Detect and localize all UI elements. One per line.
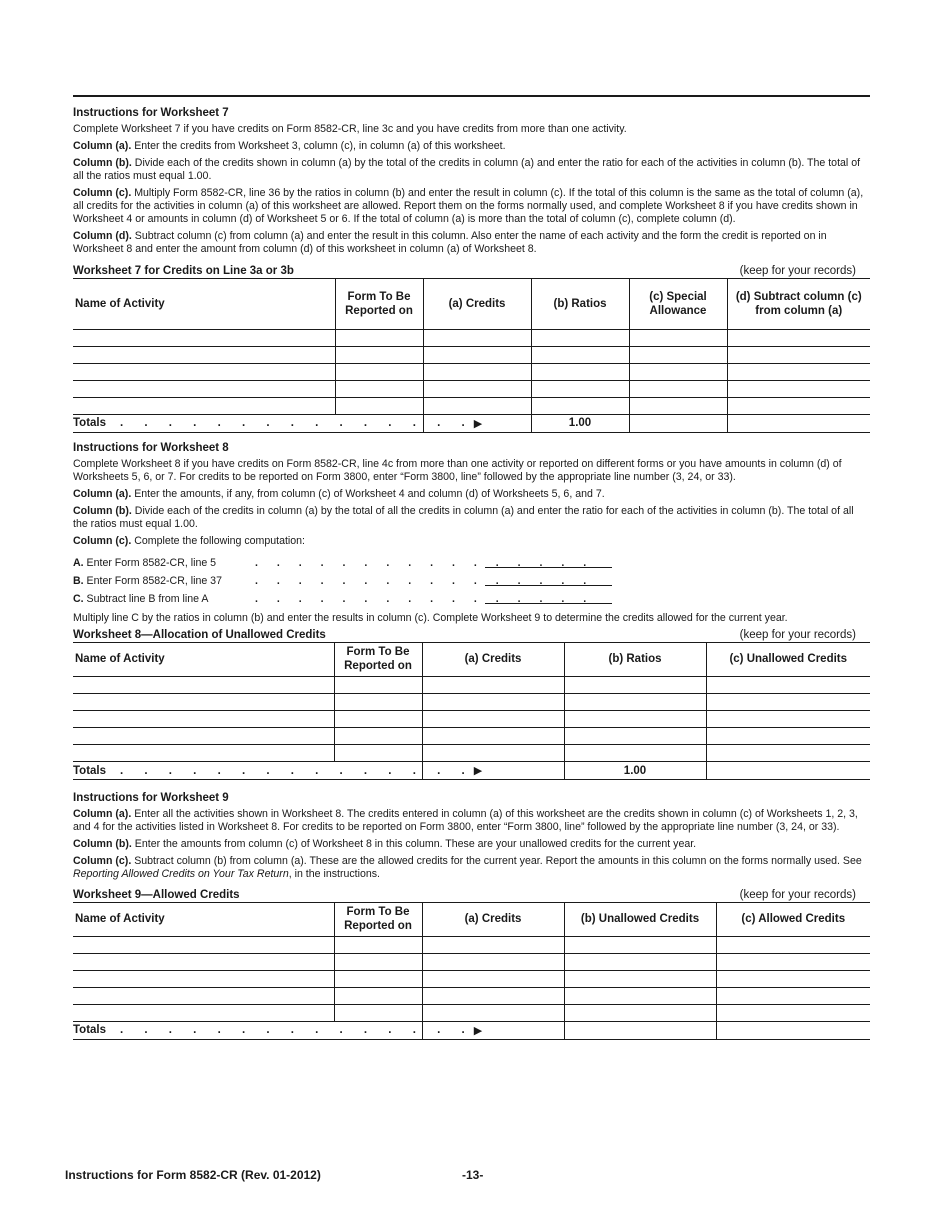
entry-cell[interactable]	[564, 970, 716, 987]
ws8-title-row	[73, 629, 870, 643]
entry-cell[interactable]	[564, 987, 716, 1004]
ws8-totals-dots: . . . . . . . . . . . . . . .	[120, 764, 474, 777]
entry-cell[interactable]	[422, 728, 564, 745]
ws7-header-ratios: (b) Ratios	[531, 279, 629, 329]
ws8-total-ratios: 1.00	[564, 762, 706, 780]
ws9-totals-dots: . . . . . . . . . . . . . . .	[120, 1024, 474, 1036]
entry-cell[interactable]	[334, 694, 422, 711]
ws9-total-allowed[interactable]	[716, 1021, 870, 1039]
entry-cell[interactable]	[423, 346, 531, 363]
entry-cell[interactable]	[727, 346, 870, 363]
ws7-totals-dots: . . . . . . . . . . . . . . .	[120, 417, 474, 429]
page-footer	[65, 1168, 870, 1182]
arrow-icon: ▶	[473, 417, 483, 430]
ws7-header-form: Form To Be Reported on	[335, 279, 423, 329]
table-row	[73, 677, 870, 694]
arrow-icon: ▶	[473, 1024, 483, 1037]
entry-cell[interactable]	[334, 936, 422, 953]
page-number: -13-	[462, 1168, 484, 1182]
entry-cell[interactable]	[422, 936, 564, 953]
ws7-totals-label-cell	[73, 414, 483, 432]
ws7-header-subtract: (d) Subtract column (c) from column (a)	[727, 279, 870, 329]
ws8-header-credits: (a) Credits	[422, 643, 564, 677]
entry-cell[interactable]	[422, 711, 564, 728]
entry-cell[interactable]	[727, 329, 870, 346]
entry-cell[interactable]	[73, 728, 334, 745]
entry-cell[interactable]	[335, 329, 423, 346]
entry-cell[interactable]	[422, 694, 564, 711]
footer-form-title: Instructions for Form 8582-CR (Rev. 01-2012)	[65, 1168, 321, 1182]
entry-cell[interactable]	[716, 970, 870, 987]
entry-cell[interactable]	[564, 1004, 716, 1021]
entry-cell[interactable]	[73, 1004, 334, 1021]
entry-cell[interactable]	[564, 677, 706, 694]
entry-cell[interactable]	[422, 745, 564, 762]
ws7-keep-note: (keep for your records)	[739, 265, 856, 277]
entry-cell[interactable]	[73, 694, 334, 711]
ws7-header-name: Name of Activity	[73, 279, 335, 329]
entry-cell[interactable]	[727, 397, 870, 414]
table-row	[73, 728, 870, 745]
ws9-header-unallowed: (b) Unallowed Credits	[564, 903, 716, 936]
table-row	[73, 987, 870, 1004]
ws7-totals-row	[73, 414, 870, 432]
entry-cell[interactable]	[629, 380, 727, 397]
entry-cell[interactable]	[716, 936, 870, 953]
entry-cell[interactable]	[564, 745, 706, 762]
ws7-col-b: Column (b). Divide each of the credits shown in column (a) by the total of the credits in column (a) and enter the ratio for each of the activities in column (b). The total of all the ratios must equal 1.00.	[73, 157, 861, 182]
entry-cell[interactable]	[422, 987, 564, 1004]
entry-cell[interactable]	[73, 970, 334, 987]
ws9-totals-label-cell	[73, 1021, 483, 1039]
table-row	[73, 745, 870, 762]
ws7-col-d: Column (d). Subtract column (c) from column (a) and enter the result in this column. Also enter the name of each activity and the form the credit is reported on in Worksheet 8 and enter the amount from column (d) of this worksheet in column (a) of Worksheet 8.	[73, 230, 827, 255]
entry-cell[interactable]	[706, 694, 870, 711]
ws7-intro: Complete Worksheet 7 if you have credits on Form 8582-CR, line 3c and you have credits from more than one activity.	[73, 123, 627, 135]
table-row	[73, 694, 870, 711]
ws8-header-name: Name of Activity	[73, 643, 334, 677]
ws7-title: Worksheet 7 for Credits on Line 3a or 3b	[73, 265, 294, 277]
entry-cell[interactable]	[423, 363, 531, 380]
computation-line-b: B. Enter Form 8582-CR, line 37 . . . . . . . . . . . . . . . .	[73, 572, 870, 590]
entry-cell[interactable]	[73, 397, 335, 414]
ws7-total-ratios: 1.00	[531, 414, 629, 432]
ws8-col-c: Column (c). Complete the following computation:	[73, 534, 305, 547]
ws8-title: Worksheet 8—Allocation of Unallowed Credits	[73, 628, 326, 641]
entry-cell[interactable]	[334, 677, 422, 694]
entry-cell[interactable]	[73, 329, 335, 346]
ws8-col-a: Column (a). Enter the amounts, if any, from column (c) of Worksheet 4 and column (d) of Worksheets 5, 6, and 7.	[73, 487, 605, 500]
entry-cell[interactable]	[334, 987, 422, 1004]
entry-cell[interactable]	[335, 397, 423, 414]
ws9-header-allowed: (c) Allowed Credits	[716, 903, 870, 936]
entry-cell[interactable]	[335, 380, 423, 397]
ws7-instructions-heading: Instructions for Worksheet 7	[73, 107, 229, 119]
ws8-col-b: Column (b). Divide each of the credits in column (a) by the total of all the credits in column (a) and enter the ratio for each of the activities in column (b). The total of all the ratios must equal 1.00.	[73, 504, 854, 530]
entry-cell[interactable]	[73, 953, 334, 970]
entry-cell[interactable]	[73, 745, 334, 762]
entry-cell[interactable]	[727, 363, 870, 380]
line-b-entry[interactable]	[485, 575, 612, 586]
entry-cell[interactable]	[334, 953, 422, 970]
entry-cell[interactable]	[629, 346, 727, 363]
entry-cell[interactable]	[73, 363, 335, 380]
entry-cell[interactable]	[629, 397, 727, 414]
ws9-totals-row	[73, 1021, 870, 1039]
entry-cell[interactable]	[423, 397, 531, 414]
ws9-col-b: Column (b). Enter the amounts from column (c) of Worksheet 8 in this column. These are your unallowed credits for the current year.	[73, 838, 697, 850]
top-rule	[73, 95, 870, 97]
ws8-after-text: Multiply line C by the ratios in column (b) and enter the results in column (c). Complete Worksheet 9 to determine the credits allowed for the current year.	[73, 611, 788, 624]
page-content	[73, 95, 870, 1040]
entry-cell[interactable]	[334, 728, 422, 745]
ws9-instructions-heading: Instructions for Worksheet 9	[73, 792, 229, 804]
entry-cell[interactable]	[564, 953, 716, 970]
table-row	[73, 711, 870, 728]
ws8-header-ratios: (b) Ratios	[564, 643, 706, 677]
entry-cell[interactable]	[422, 970, 564, 987]
entry-cell[interactable]	[564, 728, 706, 745]
computation-line-a: A. Enter Form 8582-CR, line 5 . . . . . . . . . . . . . . . .	[73, 554, 870, 572]
ws7-total-subtract[interactable]	[727, 414, 870, 432]
entry-cell[interactable]	[423, 329, 531, 346]
ws8-keep-note: (keep for your records)	[739, 628, 856, 641]
ws8-intro: Complete Worksheet 8 if you have credits on Form 8582-CR, line 4c from more than one activity or reported on different forms or you have amounts in column (d) of Worksheets 5, 6, or 7. For credits to be reported on Form 3800, enter “Form 3800, line” followed by the appropriate line number (3, 24, or 33).	[73, 457, 842, 483]
table-row	[73, 397, 870, 414]
ws8-header-form: Form To Be Reported on	[334, 643, 422, 677]
ws9-header-credits: (a) Credits	[422, 903, 564, 936]
leader-dots: . . . . . . . . . . . . . . . .	[255, 592, 595, 605]
ws7-col-a: Column (a). Enter the credits from Worksheet 3, column (c), in column (a) of this worksheet.	[73, 140, 506, 152]
entry-cell[interactable]	[334, 970, 422, 987]
entry-cell[interactable]	[335, 346, 423, 363]
table-row	[73, 953, 870, 970]
ws8-totals-label-cell	[73, 762, 483, 780]
entry-cell[interactable]	[706, 711, 870, 728]
entry-cell[interactable]	[73, 987, 334, 1004]
entry-cell[interactable]	[73, 711, 334, 728]
entry-cell[interactable]	[564, 936, 716, 953]
entry-cell[interactable]	[334, 1004, 422, 1021]
entry-cell[interactable]	[629, 363, 727, 380]
entry-cell[interactable]	[564, 694, 706, 711]
entry-cell[interactable]	[706, 677, 870, 694]
entry-cell[interactable]	[73, 346, 335, 363]
entry-cell[interactable]	[73, 380, 335, 397]
entry-cell[interactable]	[531, 329, 629, 346]
ws8-header-unallowed: (c) Unallowed Credits	[706, 643, 870, 677]
entry-cell[interactable]	[531, 397, 629, 414]
ws8-totals-label: Totals	[73, 764, 107, 777]
table-row	[73, 346, 870, 363]
table-row	[73, 380, 870, 397]
ws7-header-special: (c) Special Allowance	[629, 279, 727, 329]
worksheet-7-table	[73, 279, 870, 433]
leader-dots: . . . . . . . . . . . . . . . .	[255, 556, 595, 569]
entry-cell[interactable]	[73, 677, 334, 694]
entry-cell[interactable]	[531, 380, 629, 397]
line-a-entry[interactable]	[485, 557, 612, 568]
entry-cell[interactable]	[422, 953, 564, 970]
table-row	[73, 936, 870, 953]
ws8-computation	[73, 554, 870, 608]
entry-cell[interactable]	[564, 711, 706, 728]
ws8-totals-row	[73, 762, 870, 780]
entry-cell[interactable]	[73, 936, 334, 953]
ws7-total-special[interactable]	[629, 414, 727, 432]
ws9-total-unallowed[interactable]	[564, 1021, 716, 1039]
entry-cell[interactable]	[334, 745, 422, 762]
entry-cell[interactable]	[706, 745, 870, 762]
arrow-icon: ▶	[473, 765, 483, 777]
ws8-instructions-heading: Instructions for Worksheet 8	[73, 441, 229, 454]
entry-cell[interactable]	[423, 380, 531, 397]
leader-dots: . . . . . . . . . . . . . . . .	[255, 574, 595, 587]
table-row	[73, 1004, 870, 1021]
ws9-title-row	[73, 889, 870, 903]
ws7-col-c: Column (c). Multiply Form 8582-CR, line 36 by the ratios in column (b) and enter the result in column (c). If the total of this column is the same as the total of column (a), all credits for the activities in column (a) of this worksheet are allowed. Report them on the forms normally used, and complete Worksheet 8 if you have credits shown in Worksheet 4 or amounts in column (d) of Worksheet 5 or 6. If the total of column (a) is more than the total of column (c), complete column (d).	[73, 187, 864, 225]
ws7-totals-label: Totals	[73, 417, 107, 429]
table-row	[73, 363, 870, 380]
ws9-col-c: Column (c). Subtract column (b) from column (a). These are the allowed credits for the current year. Report the amounts in this column on the forms normally used. See Reporting Allowed Credits on Your Tax Return, in the instructions.	[73, 855, 862, 880]
ws7-header-credits: (a) Credits	[423, 279, 531, 329]
entry-cell[interactable]	[716, 987, 870, 1004]
entry-cell[interactable]	[716, 953, 870, 970]
worksheet-9-table	[73, 903, 870, 1040]
ws9-title: Worksheet 9—Allowed Credits	[73, 889, 240, 901]
ws9-header-name: Name of Activity	[73, 903, 334, 936]
entry-cell[interactable]	[335, 363, 423, 380]
entry-cell[interactable]	[422, 1004, 564, 1021]
entry-cell[interactable]	[531, 346, 629, 363]
ws7-title-row	[73, 265, 870, 279]
entry-cell[interactable]	[629, 329, 727, 346]
entry-cell[interactable]	[716, 1004, 870, 1021]
entry-cell[interactable]	[422, 677, 564, 694]
ws9-header-form: Form To Be Reported on	[334, 903, 422, 936]
worksheet-8-table	[73, 643, 870, 781]
table-row	[73, 329, 870, 346]
table-row	[73, 970, 870, 987]
entry-cell[interactable]	[727, 380, 870, 397]
entry-cell[interactable]	[334, 711, 422, 728]
ws9-totals-label: Totals	[73, 1024, 107, 1036]
entry-cell[interactable]	[531, 363, 629, 380]
ws9-col-a: Column (a). Enter all the activities shown in Worksheet 8. The credits entered in column (a) of this worksheet are the credits shown in column (c) of Worksheets 1, 2, 3, and 4 for the activities listed in Worksheet 8. For credits to be reported on Form 3800, enter “Form 3800, line” followed by the appropriate line number (3, 24, or 33).	[73, 808, 858, 833]
line-c-entry[interactable]	[485, 593, 612, 604]
ws9-keep-note: (keep for your records)	[739, 889, 856, 901]
entry-cell[interactable]	[706, 728, 870, 745]
ws8-total-unallowed[interactable]	[706, 762, 870, 780]
computation-line-c: C. Subtract line B from line A . . . . . . . . . . . . . . . .	[73, 590, 870, 608]
